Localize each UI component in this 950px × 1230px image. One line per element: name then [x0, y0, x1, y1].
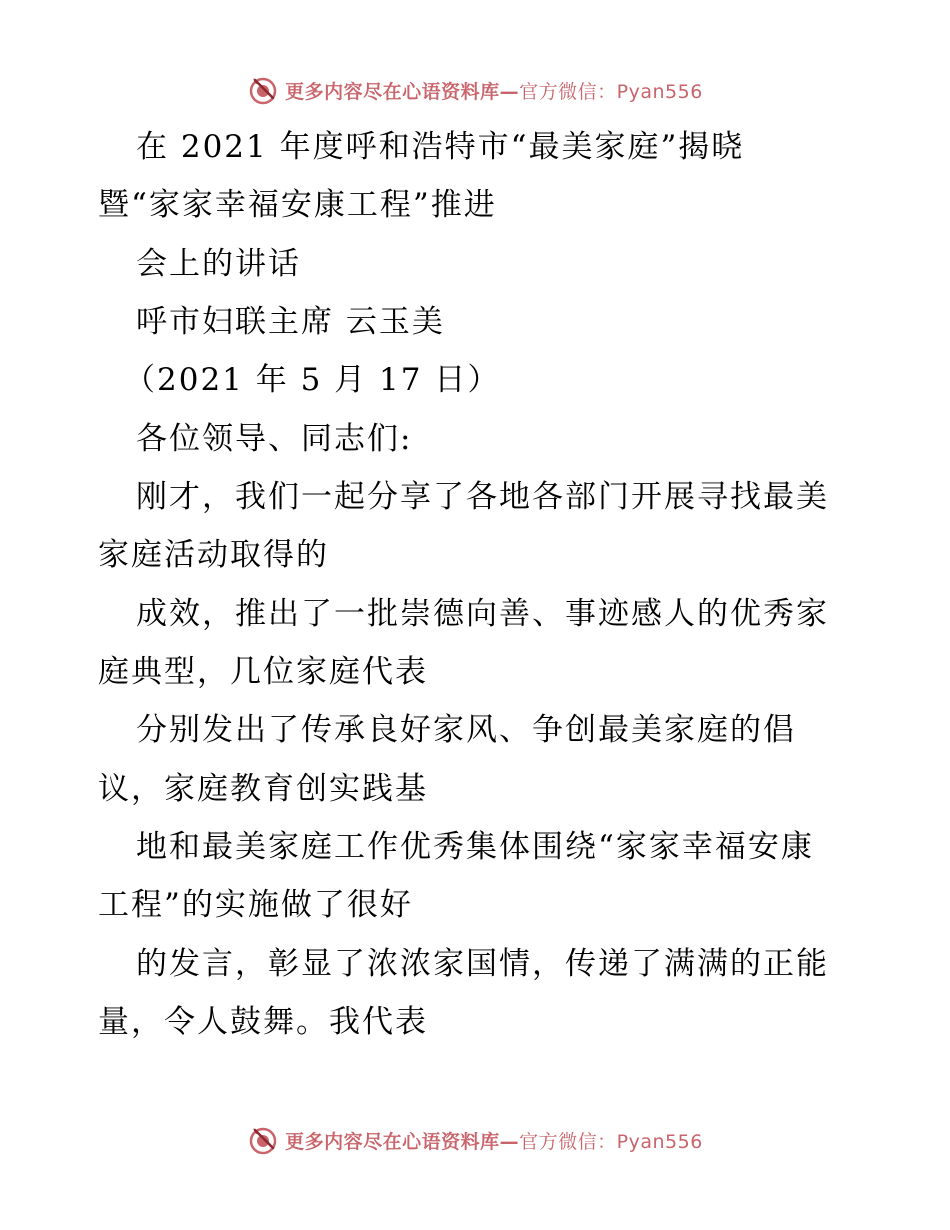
- watermark-dash: —: [499, 1130, 520, 1153]
- watermark-dash: —: [499, 80, 520, 103]
- body-line: 家庭活动取得的: [98, 537, 329, 573]
- body-line: 成效，推出了一批崇德向善、事迹感人的优秀家: [136, 596, 829, 632]
- title-line-3: 会上的讲话: [136, 246, 301, 282]
- footer-watermark: [0, 1120, 950, 1160]
- title-line-2: 暨“家家幸福安康工程”推进: [98, 187, 497, 223]
- body-line: 地和最美家庭工作优秀集体围绕“家家幸福安康: [136, 829, 814, 865]
- body-line: 量，令人鼓舞。我代表: [98, 1004, 428, 1040]
- body-line: 分别发出了传承良好家风、争创最美家庭的倡: [136, 712, 796, 748]
- title-line-1: 在 2021 年度呼和浩特市“最美家庭”揭晓: [136, 129, 745, 165]
- body-line: 的发言，彰显了浓浓家国情，传递了满满的正能: [136, 946, 829, 982]
- watermark-wechat-link[interactable]: 官方微信：Pyan556: [519, 80, 703, 103]
- body-line: 工程”的实施做了很好: [98, 887, 413, 923]
- quill-seal-icon: [247, 1124, 279, 1156]
- body-line: 庭典型，几位家庭代表: [98, 654, 428, 690]
- watermark-site-name: 更多内容尽在心语资料库: [285, 1130, 500, 1153]
- body-line: 刚才，我们一起分享了各地各部门开展寻找最美: [136, 479, 829, 515]
- date-line: （2021 年 5 月 17 日）: [124, 362, 501, 398]
- speaker-line: 呼市妇联主席 云玉美: [136, 304, 445, 340]
- watermark-site-name: 更多内容尽在心语资料库: [285, 80, 500, 103]
- body-line: 议，家庭教育创实践基: [98, 771, 428, 807]
- greeting-line: 各位领导、同志们:: [136, 421, 413, 457]
- watermark-wechat-link[interactable]: 官方微信：Pyan556: [519, 1130, 703, 1153]
